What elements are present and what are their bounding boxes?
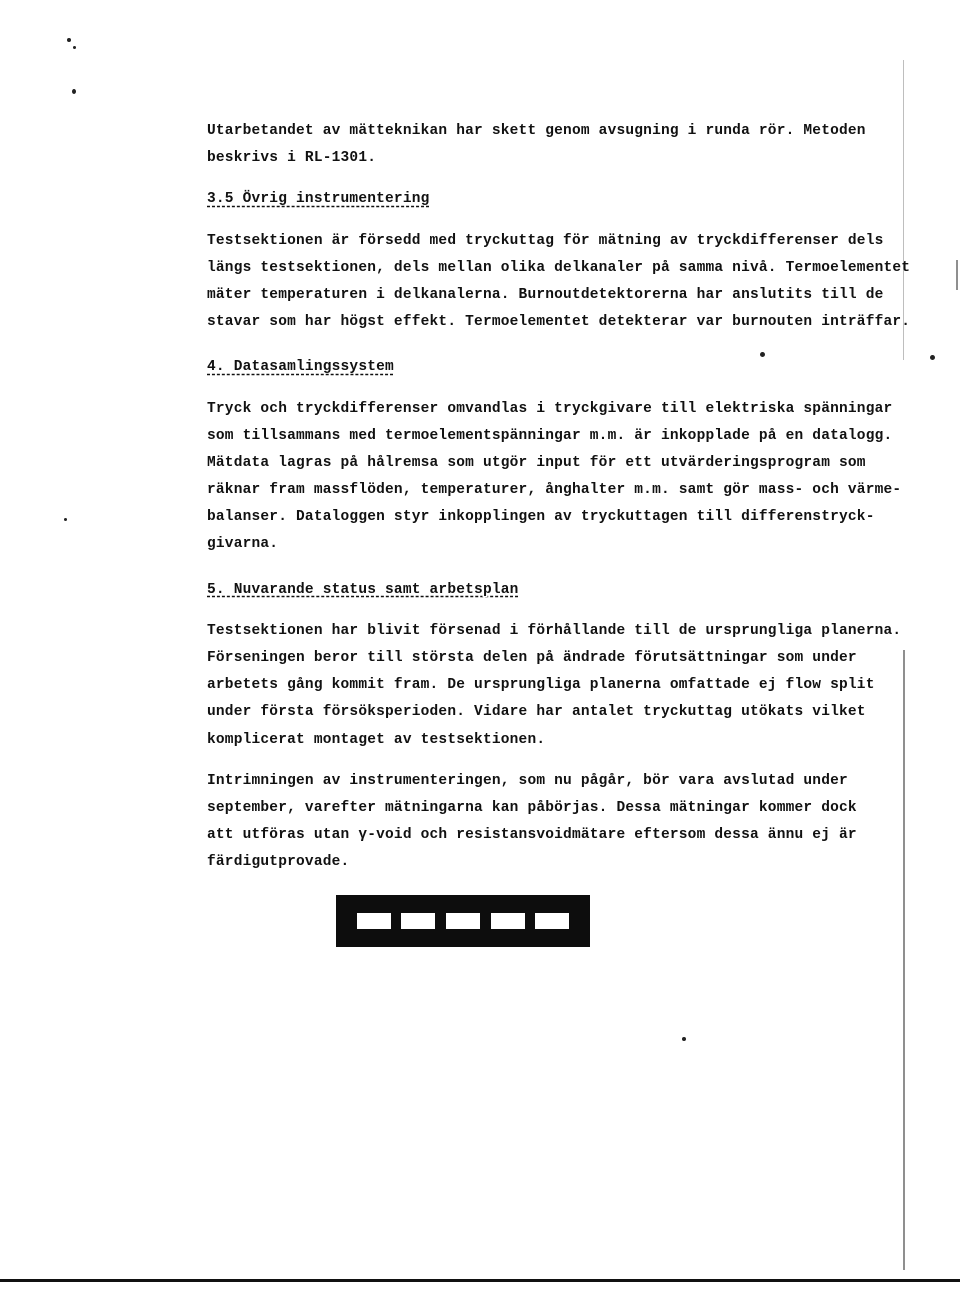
scan-speck xyxy=(930,355,935,360)
section-heading-3-5: 3.5 Övrig instrumentering xyxy=(207,191,430,208)
body-line: som tillsammans med termoelementspänningar m.m. är inkopplade på en datalogg. xyxy=(207,427,893,444)
section-5-paragraph-2 xyxy=(207,768,907,877)
scan-speck xyxy=(72,89,76,94)
film-hole xyxy=(491,913,525,929)
body-line: Intrimningen av instrumenteringen, som nu pågår, bör vara avslutad under xyxy=(207,772,848,789)
scan-edge-line xyxy=(956,260,958,290)
body-line: Förseningen beror till största delen på ändrade förutsättningar som under xyxy=(207,650,857,666)
scan-speck xyxy=(67,38,71,42)
film-hole xyxy=(357,913,391,929)
section-5-paragraph-1 xyxy=(207,618,907,754)
body-line: stavar som har högst effekt. Termoelementet detekterar var burnouten inträffar. xyxy=(207,314,911,331)
body-line: balanser. Dataloggen styr inkopplingen av tryckuttagen till differenstryck- xyxy=(207,509,875,526)
film-hole xyxy=(401,913,435,929)
scan-speck xyxy=(73,46,76,49)
body-line: att utföras utan γ-void och resistansvoidmätare eftersom dessa ännu ej är xyxy=(207,827,857,844)
intro-line: beskrivs i RL-1301. xyxy=(207,150,377,167)
body-line: längs testsektionen, dels mellan olika delkanaler på samma nivå. Termoelementet xyxy=(207,259,911,276)
body-line: september, varefter mätningarna kan påbörjas. Dessa mätningar kommer dock xyxy=(207,799,857,816)
body-line: komplicerat montaget av testsektionen. xyxy=(207,731,546,748)
section-4-paragraph xyxy=(207,396,907,559)
film-hole xyxy=(535,913,569,929)
body-line: under första försöksperioden. Vidare har antalet tryckuttag utökats vilket xyxy=(207,704,866,721)
body-line: givarna. xyxy=(207,536,279,553)
page-bottom-border xyxy=(0,1279,960,1282)
film-hole xyxy=(446,913,480,929)
document-body xyxy=(207,118,911,877)
section-heading-4: 4. Datasamlingssystem xyxy=(207,359,394,376)
intro-line: Utarbetandet av mätteknikan har skett genom avsugning i runda rör. Metoden xyxy=(207,123,866,139)
body-line: mäter temperaturen i delkanalerna. Burnoutdetektorerna har anslutits till de xyxy=(207,286,884,303)
body-line: Testsektionen är försedd med tryckuttag för mätning av tryckdifferenser dels xyxy=(207,232,884,249)
body-line: räknar fram massflöden, temperaturer, ånghalter m.m. samt gör mass- och värme- xyxy=(207,482,902,499)
section-3-5-paragraph xyxy=(207,228,911,337)
body-line: Testsektionen har blivit försenad i förhållande till de ursprungliga planerna. xyxy=(207,622,902,639)
body-line: Mätdata lagras på hålremsa som utgör input för ett utvärderingsprogram som xyxy=(207,454,866,471)
section-heading-5: 5. Nuvarande status samt arbetsplan xyxy=(207,581,519,598)
body-line: Tryck och tryckdifferenser omvandlas i tryckgivare till elektriska spänningar xyxy=(207,400,893,417)
scan-speck xyxy=(682,1037,686,1041)
body-line: arbetets gång kommit fram. De ursprungliga planerna omfattade ej flow split xyxy=(207,677,875,694)
scan-speck xyxy=(64,518,67,521)
film-marker xyxy=(336,895,590,947)
body-line: färdigutprovade. xyxy=(207,854,350,871)
